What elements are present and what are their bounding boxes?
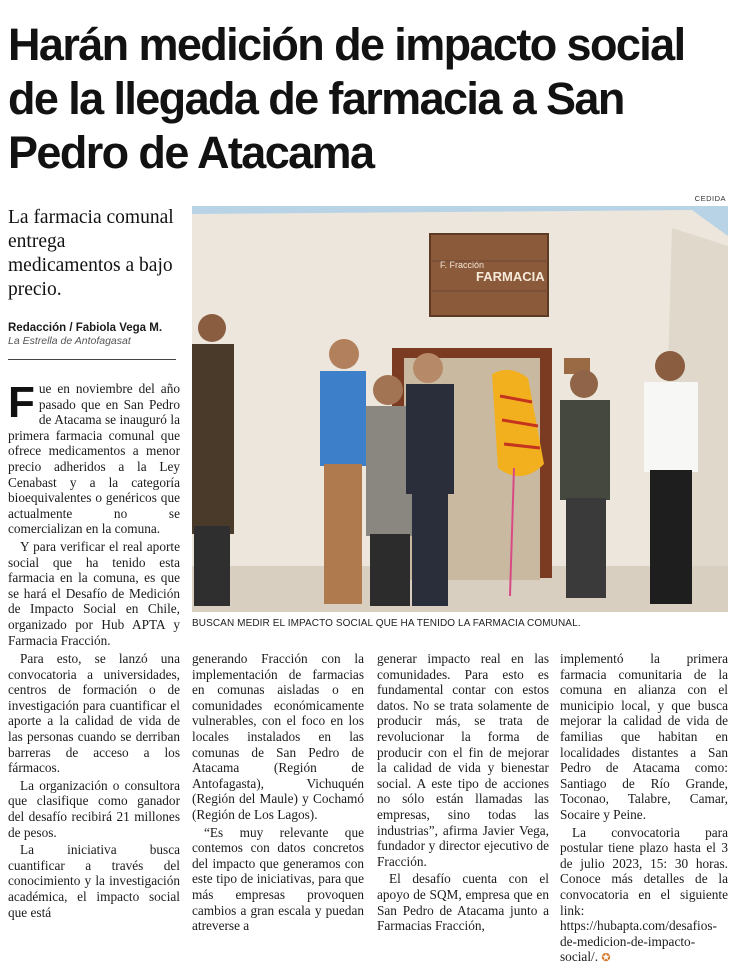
person-5: [560, 370, 610, 598]
paragraph-8: generar impacto real en las comunidades. Para esto es fundamental contar con estos datos. No se trata solamente de producir más, se trata de revolucionar la forma de producir con el fin de mejorar la calidad de vida y bienestar social. A este tipo de acciones no sólo están llamadas las empresas, sino todas las industrias”, afirma Javier Vega, fundador y director ejecutivo de Fracción.: [377, 651, 549, 869]
byline-author: Redacción / Fabiola Vega M.: [8, 322, 163, 334]
byline-outlet: La Estrella de Antofagasat: [8, 335, 131, 347]
person-6: [644, 351, 698, 604]
paragraph-9: El desafío cuenta con el apoyo de SQM, empresa que en San Pedro de Atacama junto a Farmacias Fracción,: [377, 871, 549, 934]
photo-illustration: [192, 206, 728, 612]
paragraph-4: La organización o consultora que clasifique como ganador del desafío recibirá 21 millones de pesos.: [8, 777, 180, 840]
sign-text: FARMACIA: [476, 269, 545, 284]
person-4: [406, 353, 454, 606]
byline: [8, 321, 180, 348]
article-column-1: [8, 378, 180, 650]
sign-brand: F. Fracción: [440, 260, 485, 270]
photo-credit: CEDIDA: [694, 194, 726, 203]
paragraph-1: [8, 378, 180, 537]
person-2: [320, 339, 366, 604]
person-3: [366, 375, 412, 606]
paragraph-5: La iniciativa busca cuantificar a través del conocimiento y la investigación académica, el impacto social que está: [8, 842, 180, 920]
paragraph-6: generando Fracción con la implementación de farmacias en comunas aisladas o en comunidades económicamente vulnerables, con el foco en los locales instalados en las comunas de San Pedro de Atacama (Región de Antofagasta), Vichuquén (Región del Maule) y Cochamó (Región de Los Lagos).: [192, 651, 364, 822]
photo-caption: BUSCAN MEDIR EL IMPACTO SOCIAL QUE HA TENIDO LA FARMACIA COMUNAL.: [192, 618, 581, 629]
paragraph-11-text: La convocatoria para postular tiene plazo hasta el 3 de julio 2023, 15: 30 horas. Conoce más detalles de la convocatoria en el siguiente link: https://hubapta.com/desafios-de-medicion-de-impacto-social/.: [560, 824, 728, 965]
paragraph-3: Para esto, se lanzó una convocatoria a universidades, centros de formación o de investigación para cuantificar el aporte a la calidad de vida de las personas cuando se derriban barreras de acceso a los fármacos.: [8, 651, 180, 776]
byline-divider: [8, 359, 176, 360]
article-column-2: [192, 651, 364, 936]
drop-cap: F: [8, 378, 35, 427]
article-photo: [192, 206, 728, 612]
headline: Harán medición de impacto social de la llegada de farmacia a San Pedro de Atacama: [8, 19, 685, 178]
paragraph-11: [560, 825, 728, 965]
paragraph-10: implementó la primera farmacia comunitaria de la comuna en alianza con el municipio local, y que busca mejorar la calidad de vida de familias que habitan en localidades distantes a San Pedro de Atacama como: Santiago de Río Grande, Toconao, Talabre, Camar, Socaire y Peine.: [560, 651, 728, 822]
paragraph-2: Y para verificar el real aporte social que ha tenido esta farmacia en la comuna, es que se hará el Desafío de Medición de Impacto Social en Chile, organizado por Hub APTA y Farmacia Fracción.: [8, 538, 180, 648]
paragraph-1-text: ue en noviembre del año pasado que en San Pedro de Atacama se inauguró la primera farmacia comunal que ofrece medicamentos a menor precio adheridos a la Ley Cenabast y a la categoría bioequivalentes o genéricos que actualmente no se comercializan en la comuna.: [8, 381, 180, 537]
person-1: [192, 314, 234, 606]
article-column-4: [560, 651, 728, 965]
article-column-1-continued: [8, 651, 180, 922]
paragraph-7: “Es muy relevante que contemos con datos concretos del impacto que generamos con este tipo de iniciativas, para que más empresas provoquen cambios a gran escala y puedan atreverse a: [192, 824, 364, 934]
end-mark-icon: ✪: [601, 952, 611, 965]
subheadline: La farmacia comunal entrega medicamentos a bajo precio.: [8, 207, 174, 300]
article-column-3: [377, 651, 549, 936]
